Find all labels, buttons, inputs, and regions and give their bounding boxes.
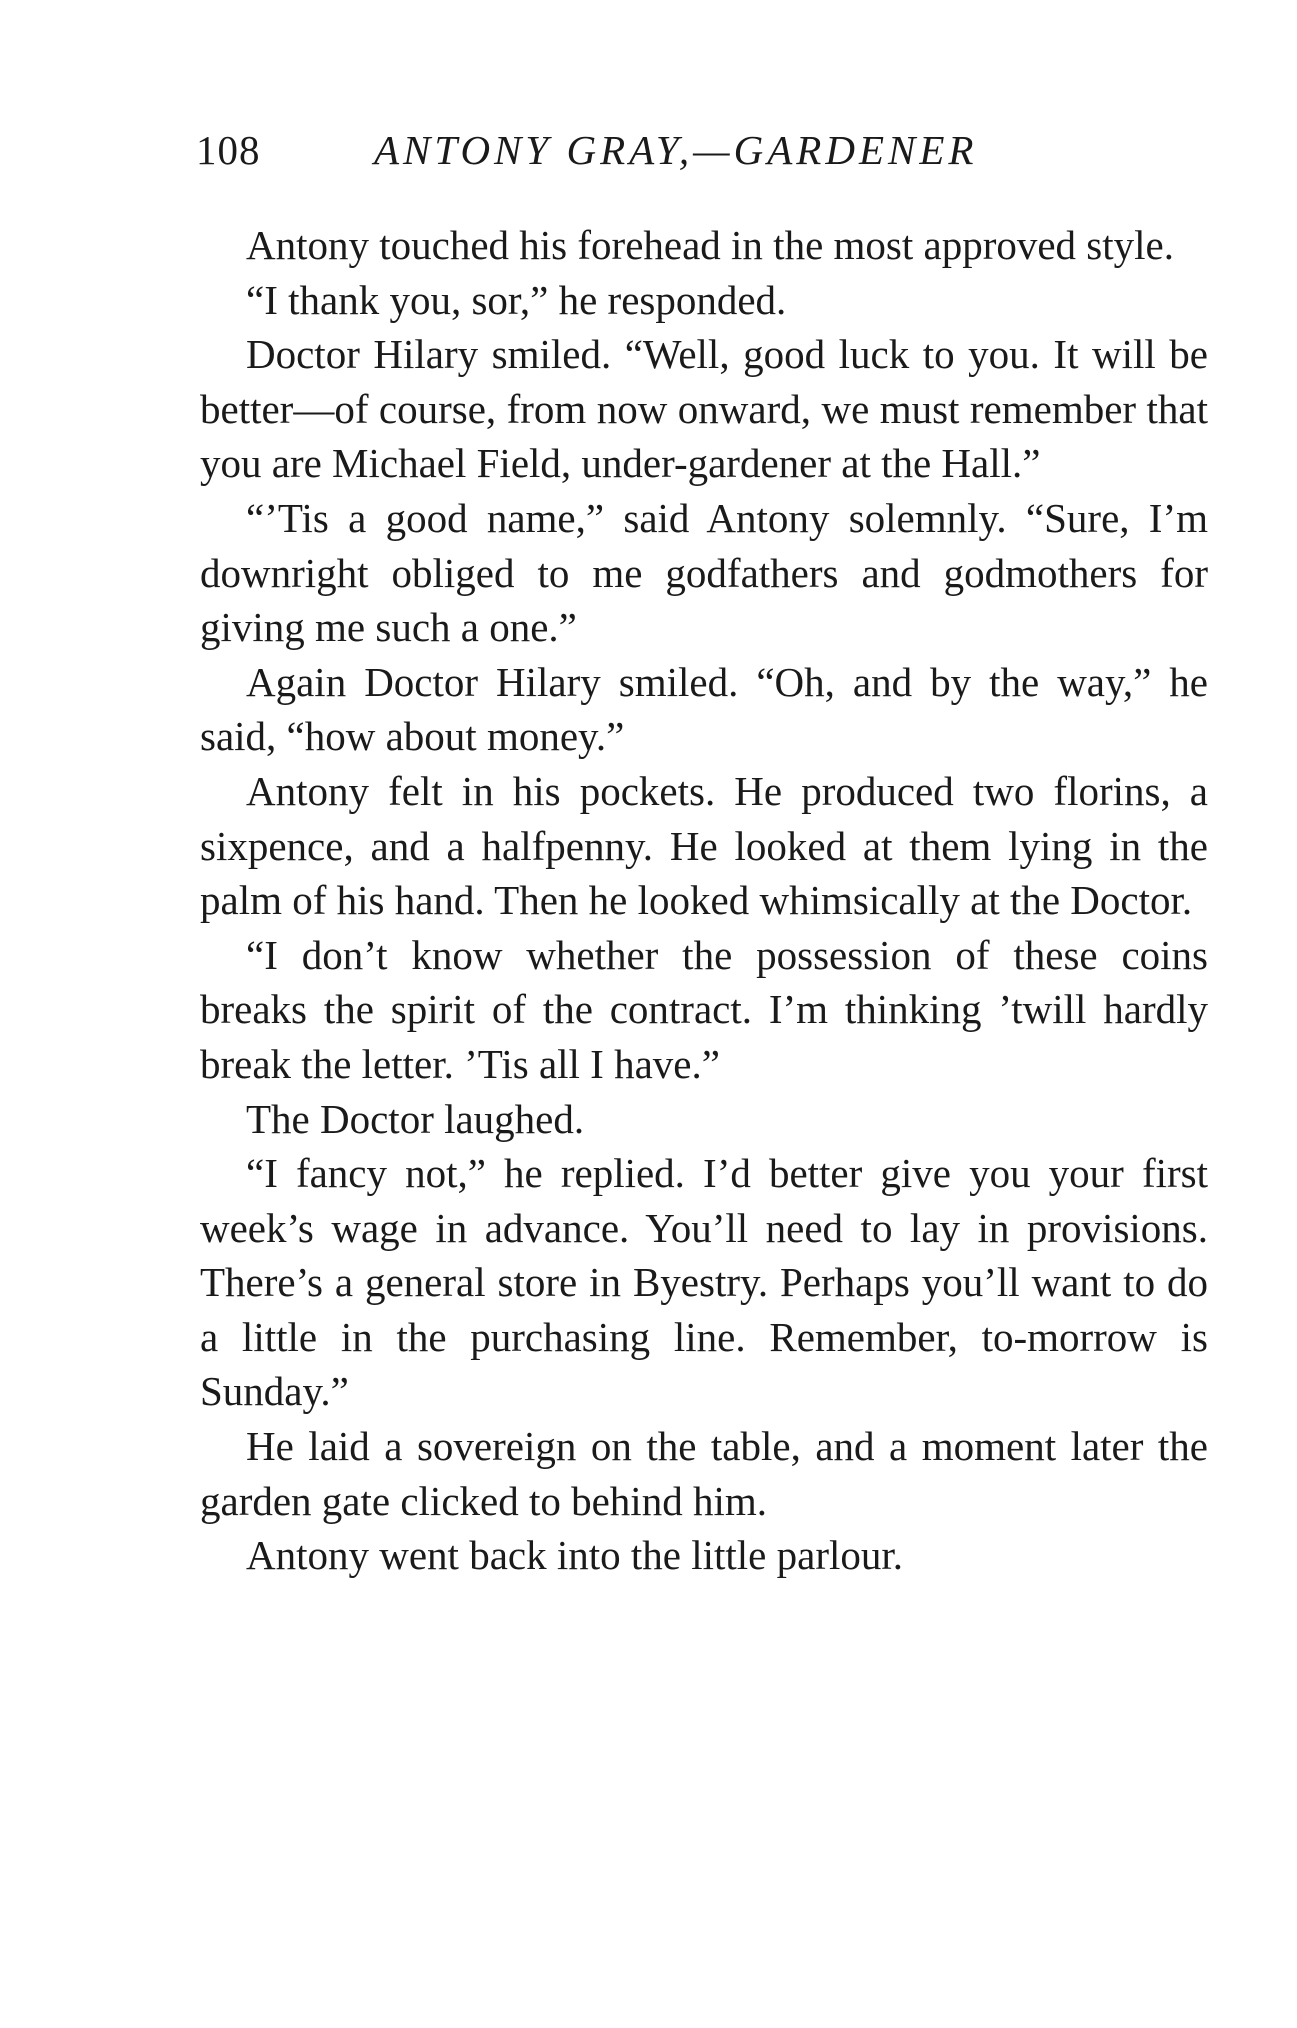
paragraph: Antony felt in his pockets. He produced two florins, a sixpence, and a halfpenny. He looked at them lying in the palm of his hand. Then he looked whimsically at the Doctor.: [200, 767, 1208, 924]
paragraph: The Doctor laughed.: [246, 1095, 585, 1142]
paragraph: Again Doctor Hilary smiled. “Oh, and by the way,” he said, “how about money.”: [200, 658, 1208, 760]
paragraph: “I fancy not,” he replied. I’d better give you your first week’s wage in advance. You’ll need to lay in provisions. There’s a general store in Byestry. Perhaps you’ll want to do a little in the purchasing line. Remember, to-morrow is Sunday.”: [200, 1150, 1208, 1415]
paragraph: He laid a sovereign on the table, and a moment later the garden gate clicked to behind him.: [200, 1423, 1208, 1524]
paragraph: “’Tis a good name,” said Antony solemnly. “Sure, I’m downright obliged to me godfathers and godmothers for giving me such a one.”: [200, 494, 1208, 651]
page-number: 108: [196, 127, 261, 173]
page-header: [196, 120, 1216, 180]
paragraph: “I thank you, sor,” he responded.: [246, 276, 787, 323]
paragraph: “I don’t know whether the possession of these coins breaks the spirit of the contract. I’m thinking ’twill hardly break the letter. ’Tis all I have.”: [200, 931, 1208, 1087]
paragraph: Doctor Hilary smiled. “Well, good luck to you. It will be better—of course, from now onward, we must remember that you are Michael Field, under-gardener at the Hall.”: [200, 331, 1208, 487]
running-title: ANTONY GRAY,—GARDENER: [374, 127, 978, 173]
body-text: [200, 218, 1208, 1583]
paragraph: Antony went back into the little parlour.: [246, 1532, 904, 1579]
paragraph: Antony touched his forehead in the most approved style.: [246, 222, 1174, 268]
